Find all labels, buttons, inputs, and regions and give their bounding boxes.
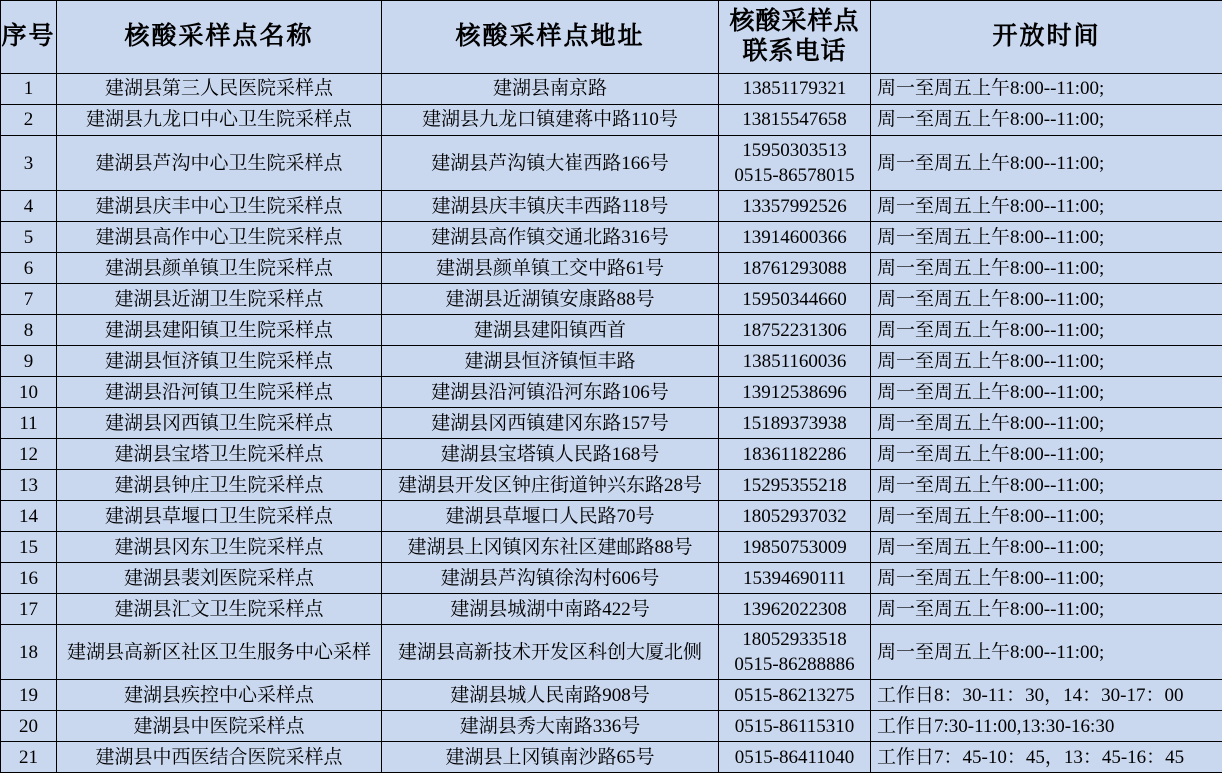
cell-site-address: 建湖县沿河镇沿河东路106号 xyxy=(382,377,719,408)
cell-site-address: 建湖县高作镇交通北路316号 xyxy=(382,222,719,253)
cell-site-address: 建湖县九龙口镇建蒋中路110号 xyxy=(382,105,719,136)
cell-open-hours: 工作日8：30-11：30，14：30-17：00 xyxy=(871,680,1222,711)
phone-lines xyxy=(721,473,868,498)
phone-lines xyxy=(721,683,868,708)
cell-contact-phone xyxy=(719,253,871,284)
phone-lines xyxy=(721,627,868,677)
cell-site-name: 建湖县芦沟中心卫生院采样点 xyxy=(57,136,382,191)
cell-site-address: 建湖县高新技术开发区科创大厦北侧 xyxy=(382,625,719,680)
cell-site-name: 建湖县冈西镇卫生院采样点 xyxy=(57,408,382,439)
phone-secondary: 0515-86288886 xyxy=(721,652,868,677)
cell-open-hours: 工作日7:30-11:00,13:30-16:30 xyxy=(871,711,1222,742)
cell-site-name: 建湖县钟庄卫生院采样点 xyxy=(57,470,382,501)
cell-open-hours: 周一至周五上午8:00--11:00; xyxy=(871,594,1222,625)
cell-contact-phone xyxy=(719,315,871,346)
cell-open-hours: 周一至周五上午8:00--11:00; xyxy=(871,315,1222,346)
cell-contact-phone xyxy=(719,191,871,222)
cell-open-hours: 周一至周五上午8:00--11:00; xyxy=(871,470,1222,501)
phone-lines xyxy=(721,442,868,467)
cell-index: 18 xyxy=(1,625,57,680)
cell-site-address: 建湖县城湖中南路422号 xyxy=(382,594,719,625)
phone-primary: 0515-86411040 xyxy=(721,745,868,770)
cell-site-address: 建湖县开发区钟庄街道钟兴东路28号 xyxy=(382,470,719,501)
table-row xyxy=(1,501,1222,532)
phone-primary: 13914600366 xyxy=(721,225,868,250)
cell-open-hours: 周一至周五上午8:00--11:00; xyxy=(871,284,1222,315)
phone-primary: 0515-86115310 xyxy=(721,714,868,739)
table-row xyxy=(1,191,1222,222)
cell-site-name: 建湖县颜单镇卫生院采样点 xyxy=(57,253,382,284)
phone-lines xyxy=(721,256,868,281)
cell-site-name: 建湖县冈东卫生院采样点 xyxy=(57,532,382,563)
cell-open-hours: 周一至周五上午8:00--11:00; xyxy=(871,253,1222,284)
cell-site-address: 建湖县上冈镇南沙路65号 xyxy=(382,742,719,773)
cell-site-address: 建湖县庆丰镇庆丰西路118号 xyxy=(382,191,719,222)
cell-contact-phone xyxy=(719,408,871,439)
cell-open-hours: 周一至周五上午8:00--11:00; xyxy=(871,377,1222,408)
table-row xyxy=(1,711,1222,742)
cell-site-name: 建湖县宝塔卫生院采样点 xyxy=(57,439,382,470)
cell-site-name: 建湖县恒济镇卫生院采样点 xyxy=(57,346,382,377)
phone-primary: 15950303513 xyxy=(721,138,868,163)
phone-primary: 18761293088 xyxy=(721,256,868,281)
cell-open-hours: 周一至周五上午8:00--11:00; xyxy=(871,105,1222,136)
cell-index: 10 xyxy=(1,377,57,408)
cell-contact-phone xyxy=(719,74,871,105)
phone-primary: 15189373938 xyxy=(721,411,868,436)
cell-site-name: 建湖县裴刘医院采样点 xyxy=(57,563,382,594)
column-header-site-address: 核酸采样点地址 xyxy=(382,1,719,74)
table-row xyxy=(1,284,1222,315)
phone-lines xyxy=(721,411,868,436)
phone-lines xyxy=(721,138,868,188)
phone-lines xyxy=(721,287,868,312)
table-row xyxy=(1,625,1222,680)
phone-primary: 13851179321 xyxy=(721,76,868,101)
cell-site-name: 建湖县高新区社区卫生服务中心采样 xyxy=(57,625,382,680)
phone-primary: 18361182286 xyxy=(721,442,868,467)
cell-contact-phone xyxy=(719,105,871,136)
cell-open-hours: 周一至周五上午8:00--11:00; xyxy=(871,346,1222,377)
cell-index: 4 xyxy=(1,191,57,222)
phone-primary: 15394690111 xyxy=(721,566,868,591)
cell-site-name: 建湖县疾控中心采样点 xyxy=(57,680,382,711)
cell-site-address: 建湖县城人民南路908号 xyxy=(382,680,719,711)
cell-index: 7 xyxy=(1,284,57,315)
cell-contact-phone xyxy=(719,711,871,742)
cell-site-address: 建湖县建阳镇西首 xyxy=(382,315,719,346)
cell-index: 9 xyxy=(1,346,57,377)
cell-open-hours: 周一至周五上午8:00--11:00; xyxy=(871,74,1222,105)
cell-index: 3 xyxy=(1,136,57,191)
table-row xyxy=(1,680,1222,711)
phone-primary: 13912538696 xyxy=(721,380,868,405)
cell-site-address: 建湖县草堰口人民路70号 xyxy=(382,501,719,532)
phone-primary: 19850753009 xyxy=(721,535,868,560)
cell-contact-phone xyxy=(719,594,871,625)
cell-site-name: 建湖县中医院采样点 xyxy=(57,711,382,742)
phone-primary: 13815547658 xyxy=(721,107,868,132)
cell-site-address: 建湖县恒济镇恒丰路 xyxy=(382,346,719,377)
cell-site-name: 建湖县建阳镇卫生院采样点 xyxy=(57,315,382,346)
phone-lines xyxy=(721,380,868,405)
table-row xyxy=(1,470,1222,501)
column-header-contact-phone-line2: 联系电话 xyxy=(719,37,870,68)
table-row xyxy=(1,439,1222,470)
phone-lines xyxy=(721,194,868,219)
cell-contact-phone xyxy=(719,563,871,594)
column-header-open-hours: 开放时间 xyxy=(871,1,1222,74)
table-row xyxy=(1,563,1222,594)
phone-primary: 13851160036 xyxy=(721,349,868,374)
cell-index: 5 xyxy=(1,222,57,253)
cell-contact-phone xyxy=(719,742,871,773)
cell-site-name: 建湖县高作中心卫生院采样点 xyxy=(57,222,382,253)
table-header-row xyxy=(1,1,1222,74)
cell-contact-phone xyxy=(719,501,871,532)
cell-open-hours: 工作日7：45-10：45，13：45-16：45 xyxy=(871,742,1222,773)
cell-site-name: 建湖县九龙口中心卫生院采样点 xyxy=(57,105,382,136)
phone-primary: 18752231306 xyxy=(721,318,868,343)
cell-site-name: 建湖县草堰口卫生院采样点 xyxy=(57,501,382,532)
cell-site-name: 建湖县近湖卫生院采样点 xyxy=(57,284,382,315)
phone-primary: 0515-86213275 xyxy=(721,683,868,708)
table-header xyxy=(1,1,1222,74)
cell-site-name: 建湖县沿河镇卫生院采样点 xyxy=(57,377,382,408)
cell-index: 20 xyxy=(1,711,57,742)
phone-primary: 15295355218 xyxy=(721,473,868,498)
table-row xyxy=(1,136,1222,191)
phone-lines xyxy=(721,107,868,132)
cell-site-name: 建湖县庆丰中心卫生院采样点 xyxy=(57,191,382,222)
cell-contact-phone xyxy=(719,625,871,680)
table-row xyxy=(1,222,1222,253)
cell-index: 21 xyxy=(1,742,57,773)
phone-lines xyxy=(721,225,868,250)
cell-index: 11 xyxy=(1,408,57,439)
cell-open-hours: 周一至周五上午8:00--11:00; xyxy=(871,625,1222,680)
phone-lines xyxy=(721,349,868,374)
table-row xyxy=(1,105,1222,136)
table-row xyxy=(1,532,1222,563)
cell-index: 8 xyxy=(1,315,57,346)
phone-lines xyxy=(721,714,868,739)
cell-contact-phone xyxy=(719,680,871,711)
cell-site-address: 建湖县颜单镇工交中路61号 xyxy=(382,253,719,284)
phone-primary: 15950344660 xyxy=(721,287,868,312)
cell-index: 14 xyxy=(1,501,57,532)
phone-primary: 13962022308 xyxy=(721,597,868,622)
cell-open-hours: 周一至周五上午8:00--11:00; xyxy=(871,136,1222,191)
cell-contact-phone xyxy=(719,532,871,563)
cell-contact-phone xyxy=(719,346,871,377)
phone-lines xyxy=(721,597,868,622)
cell-contact-phone xyxy=(719,377,871,408)
cell-contact-phone xyxy=(719,439,871,470)
column-header-index: 序号 xyxy=(1,1,57,74)
table-row xyxy=(1,74,1222,105)
cell-open-hours: 周一至周五上午8:00--11:00; xyxy=(871,501,1222,532)
phone-primary: 18052933518 xyxy=(721,627,868,652)
cell-open-hours: 周一至周五上午8:00--11:00; xyxy=(871,191,1222,222)
cell-site-name: 建湖县第三人民医院采样点 xyxy=(57,74,382,105)
phone-lines xyxy=(721,566,868,591)
table-row xyxy=(1,346,1222,377)
column-header-site-name: 核酸采样点名称 xyxy=(57,1,382,74)
table-body xyxy=(1,74,1222,773)
cell-site-address: 建湖县秀大南路336号 xyxy=(382,711,719,742)
phone-lines xyxy=(721,745,868,770)
cell-contact-phone xyxy=(719,136,871,191)
cell-site-address: 建湖县冈西镇建冈东路157号 xyxy=(382,408,719,439)
cell-index: 12 xyxy=(1,439,57,470)
cell-site-address: 建湖县芦沟镇徐沟村606号 xyxy=(382,563,719,594)
cell-site-name: 建湖县中西医结合医院采样点 xyxy=(57,742,382,773)
phone-lines xyxy=(721,535,868,560)
column-header-contact-phone xyxy=(719,1,871,74)
table-row xyxy=(1,408,1222,439)
cell-site-address: 建湖县宝塔镇人民路168号 xyxy=(382,439,719,470)
table-row xyxy=(1,594,1222,625)
cell-open-hours: 周一至周五上午8:00--11:00; xyxy=(871,222,1222,253)
cell-index: 2 xyxy=(1,105,57,136)
cell-index: 15 xyxy=(1,532,57,563)
phone-lines xyxy=(721,504,868,529)
cell-index: 16 xyxy=(1,563,57,594)
cell-contact-phone xyxy=(719,222,871,253)
table-row xyxy=(1,742,1222,773)
cell-index: 13 xyxy=(1,470,57,501)
phone-primary: 18052937032 xyxy=(721,504,868,529)
cell-site-name: 建湖县汇文卫生院采样点 xyxy=(57,594,382,625)
cell-open-hours: 周一至周五上午8:00--11:00; xyxy=(871,563,1222,594)
table-row xyxy=(1,253,1222,284)
cell-site-address: 建湖县上冈镇冈东社区建邮路88号 xyxy=(382,532,719,563)
cell-site-address: 建湖县近湖镇安康路88号 xyxy=(382,284,719,315)
cell-index: 6 xyxy=(1,253,57,284)
cell-open-hours: 周一至周五上午8:00--11:00; xyxy=(871,408,1222,439)
phone-primary: 13357992526 xyxy=(721,194,868,219)
phone-lines xyxy=(721,318,868,343)
cell-index: 19 xyxy=(1,680,57,711)
cell-contact-phone xyxy=(719,470,871,501)
cell-open-hours: 周一至周五上午8:00--11:00; xyxy=(871,439,1222,470)
table-row xyxy=(1,377,1222,408)
phone-lines xyxy=(721,76,868,101)
cell-site-address: 建湖县芦沟镇大崔西路166号 xyxy=(382,136,719,191)
cell-index: 17 xyxy=(1,594,57,625)
cell-site-address: 建湖县南京路 xyxy=(382,74,719,105)
cell-index: 1 xyxy=(1,74,57,105)
table-row xyxy=(1,315,1222,346)
column-header-contact-phone-line1: 核酸采样点 xyxy=(719,7,870,38)
cell-open-hours: 周一至周五上午8:00--11:00; xyxy=(871,532,1222,563)
cell-contact-phone xyxy=(719,284,871,315)
phone-secondary: 0515-86578015 xyxy=(721,163,868,188)
